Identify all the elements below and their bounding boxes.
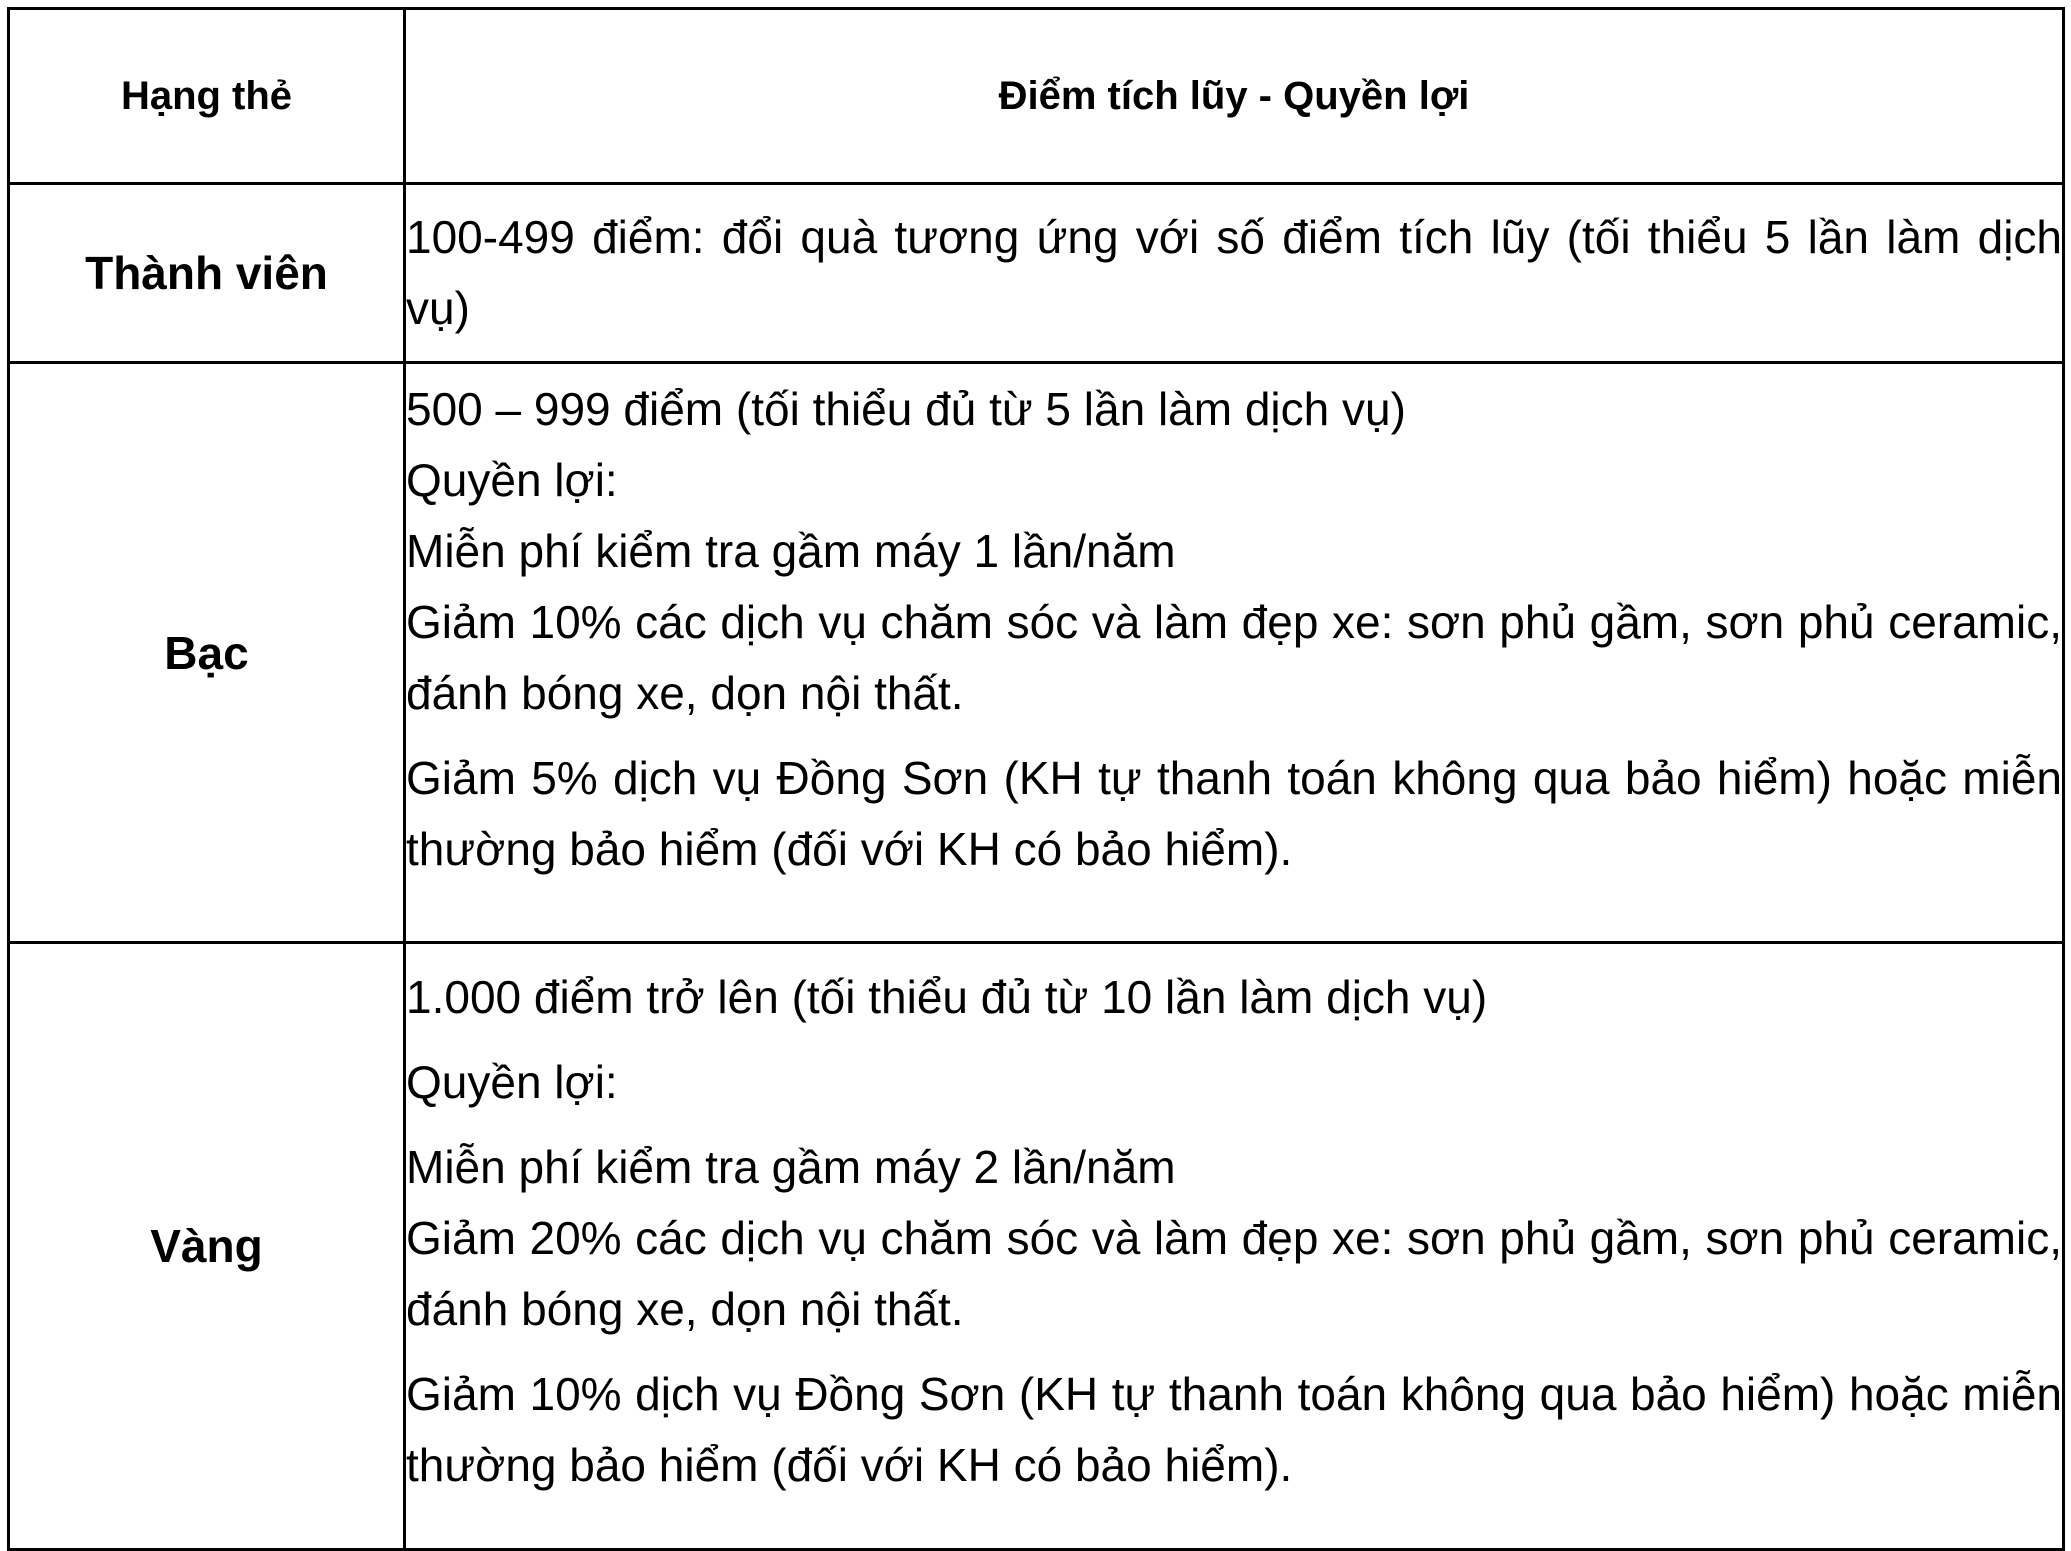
benefit-line: Quyền lợi: — [406, 454, 618, 506]
table-header-row — [9, 9, 2064, 184]
table-row-silver — [9, 363, 2064, 943]
header-tier: Hạng thẻ — [9, 9, 405, 184]
benefit-line: Giảm 20% các dịch vụ chăm sóc và làm đẹp xe: sơn phủ gầm, sơn phủ ceramic, đánh bóng xe, dọn nội thất. — [406, 1212, 2062, 1335]
table-row-gold — [9, 943, 2064, 1550]
benefit-line: Giảm 5% dịch vụ Đồng Sơn (KH tự thanh toán không qua bảo hiểm) hoặc miễn thường bảo hiểm (đối với KH có bảo hiểm). — [406, 752, 2062, 875]
benefits-gold — [405, 943, 2064, 1550]
benefit-line: Miễn phí kiểm tra gầm máy 2 lần/năm — [406, 1141, 1176, 1193]
benefit-line: Miễn phí kiểm tra gầm máy 1 lần/năm — [406, 525, 1176, 577]
header-benefits: Điểm tích lũy - Quyền lợi — [405, 9, 2064, 184]
benefit-line: Quyền lợi: — [406, 1056, 618, 1108]
benefits-member — [405, 184, 2064, 363]
benefit-line: 1.000 điểm trở lên (tối thiểu đủ từ 10 lần làm dịch vụ) — [406, 971, 1488, 1023]
benefits-silver — [405, 363, 2064, 943]
tier-name-gold: Vàng — [9, 943, 405, 1550]
benefit-line: 100-499 điểm: đổi quà tương ứng với số điểm tích lũy (tối thiểu 5 lần làm dịch vụ) — [406, 211, 2062, 334]
tier-name-member: Thành viên — [9, 184, 405, 363]
table-row-member — [9, 184, 2064, 363]
tier-name-silver: Bạc — [9, 363, 405, 943]
benefit-line: Giảm 10% các dịch vụ chăm sóc và làm đẹp xe: sơn phủ gầm, sơn phủ ceramic, đánh bóng xe, dọn nội thất. — [406, 596, 2062, 719]
benefit-line: 500 – 999 điểm (tối thiểu đủ từ 5 lần làm dịch vụ) — [406, 383, 1406, 435]
benefit-line: Giảm 10% dịch vụ Đồng Sơn (KH tự thanh toán không qua bảo hiểm) hoặc miễn thường bảo hiểm (đối với KH có bảo hiểm). — [406, 1368, 2062, 1491]
membership-tier-table — [7, 7, 2065, 1551]
